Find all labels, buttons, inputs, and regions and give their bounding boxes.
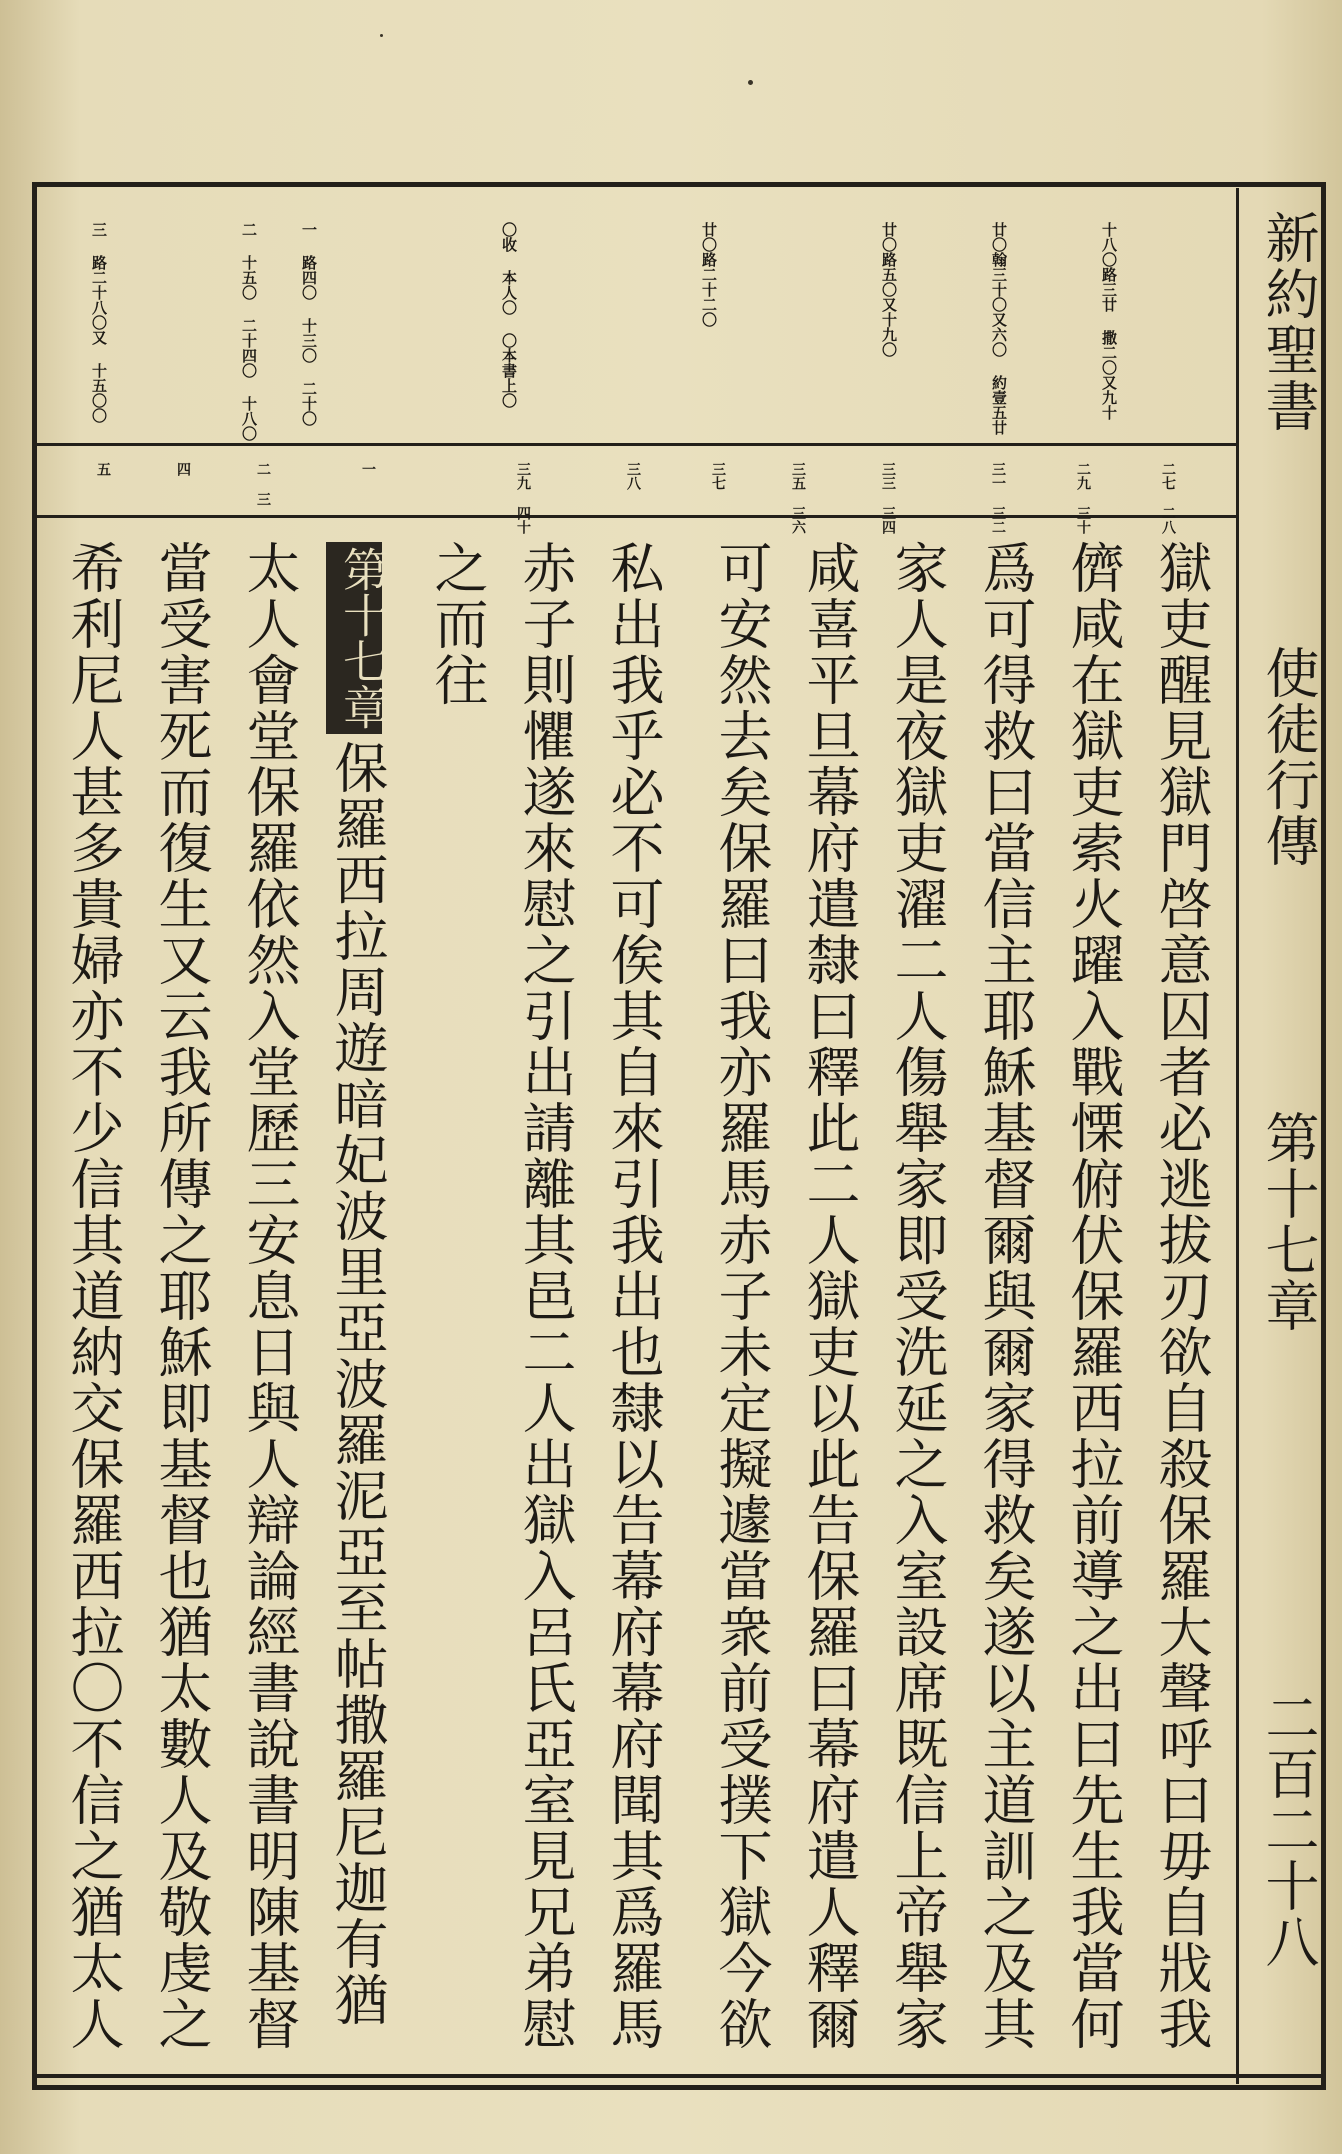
text-line: 儕咸在獄吏索火躍入戰慄俯伏保羅西拉前導之出曰先生我當何 <box>1062 540 1125 2052</box>
text-line: 之而往 <box>426 540 489 708</box>
verse-number: 三五 三六 <box>790 462 806 534</box>
cross-reference: 〇收 本人〇 〇本書上〇 <box>500 222 518 408</box>
cross-reference: 三 路二十八〇又 十五〇〇 <box>90 222 108 423</box>
book-title: 新約聖書 <box>1257 210 1320 434</box>
cross-reference: 廿〇路五〇又十九〇 <box>880 222 898 357</box>
text-line: 咸喜平旦幕府遣隸曰釋此二人獄吏以此告保羅曰幕府遣人釋爾 <box>798 540 861 2052</box>
page-number: 二百二十八 <box>1257 1690 1320 1970</box>
cross-reference: 廿〇路二十二〇 <box>700 222 718 327</box>
text-line: 可安然去矣保羅曰我亦羅馬赤子未定擬遽當衆前受撲下獄今欲 <box>710 540 773 2052</box>
verse-number: 三七 <box>710 462 726 490</box>
text-line: 赤子則懼遂來慰之引出請離其邑二人出獄入呂氏亞室見兄弟慰 <box>514 540 577 2052</box>
verse-number: 三一 三二 <box>990 462 1006 534</box>
paper-speck <box>748 80 753 85</box>
chapter-heading: 第十七章 <box>336 546 390 730</box>
text-line: 希利尼人甚多貴婦亦不少信其道納交保羅西拉〇不信之猶太人 <box>62 540 125 2052</box>
verse-number: 四 <box>175 462 191 476</box>
book-name: 使徒行傳 <box>1257 645 1320 869</box>
verse-number: 二九 三十 <box>1075 462 1091 534</box>
cross-reference: 十八〇路三廿 撒二〇又九十 <box>1100 222 1118 420</box>
cross-reference: 二 十五〇 二十四〇 十八〇 <box>240 222 258 441</box>
verse-number: 二七 二八 <box>1160 462 1176 534</box>
verse-number: 三九 四十 <box>515 462 531 534</box>
frame-inner-rule <box>32 2074 1326 2078</box>
verse-number: 五 <box>95 462 111 476</box>
paper-speck <box>380 34 383 37</box>
cross-reference: 廿〇翰三十〇又六〇 約壹五廿 <box>990 222 1008 435</box>
text-line: 爲可得救曰當信主耶穌基督爾與爾家得救矣遂以主道訓之及其 <box>974 540 1037 2052</box>
text-line: 太人會堂保羅依然入堂歷三安息日與人辯論經書說書明陳基督 <box>238 540 301 2052</box>
text-line: 家人是夜獄吏濯二人傷舉家即受洗延之入室設席既信上帝舉家 <box>886 540 949 2052</box>
chapter-label: 第十七章 <box>1257 1110 1320 1334</box>
text-line: 當受害死而復生又云我所傳之耶穌即基督也猶太數人及敬虔之 <box>150 540 213 2052</box>
text-line: 私出我乎必不可俟其自來引我出也隸以告幕府幕府聞其爲羅馬 <box>602 540 665 2052</box>
verse-number: 二 三 <box>255 462 271 506</box>
verse-number: 三三 三四 <box>880 462 896 534</box>
text-line: 保羅西拉周遊暗妃波里亞波羅泥亞至帖撒羅尼迦有猶 <box>326 740 389 2028</box>
cross-reference: 一 路四〇 十三〇 二十〇 <box>300 222 318 426</box>
text-line: 獄吏醒見獄門啓意囚者必逃拔刃欲自殺保羅大聲呼曰毋自戕我 <box>1150 540 1213 2052</box>
verse-number: 一 <box>360 462 376 476</box>
cross-reference-band <box>37 188 1236 446</box>
verse-number: 三八 <box>625 462 641 490</box>
